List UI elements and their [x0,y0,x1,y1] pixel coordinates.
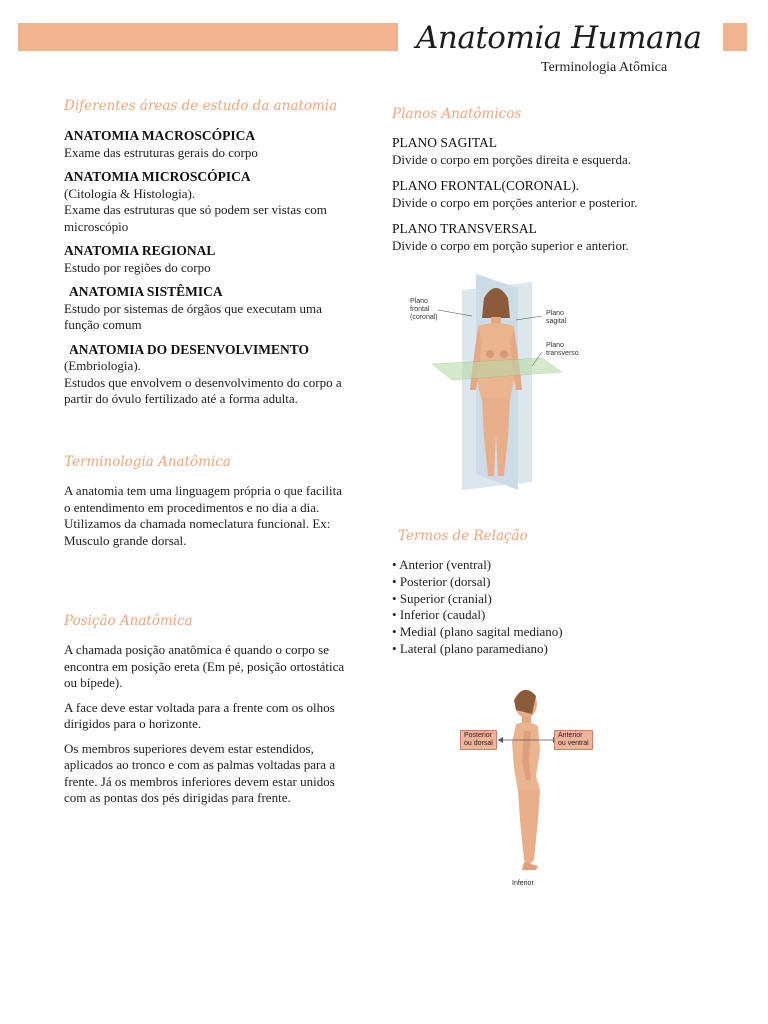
text-line: aplicados ao tronco e com as palmas voltadas para a [64,757,336,772]
area-block-regional [64,243,374,276]
planos-list [392,135,692,254]
label-line: transverso [546,350,579,357]
area-block-microscopica [64,169,374,235]
terminologia-text [64,483,374,549]
area-block-desenvolvimento [64,342,374,408]
planes-illustration [392,262,592,492]
transverse-plane-shape [432,358,562,380]
list-item: • Medial (plano sagital mediano) [392,624,692,641]
plano-text: Divide o corpo em porções anterior e posterior. [392,194,638,210]
label-line: Anterior [558,732,583,739]
section-heading-areas: Diferentes áreas de estudo da anatomia [64,98,338,114]
area-title: ANATOMIA DO DESENVOLVIMENTO [69,341,310,357]
tag-anterior-ventral [554,730,593,750]
area-line: Estudos que envolvem o desenvolvimento do corpo a [64,374,342,390]
area-line: partir do óvulo fertilizado até a forma adulta. [64,391,298,406]
plano-block-transversal [392,221,692,254]
plano-block-frontal [392,178,692,211]
text-line: Musculo grande dorsal. [64,532,187,548]
label-plano-sagital [546,310,566,326]
list-item: • Inferior (caudal) [392,607,692,624]
list-item: • Posterior (dorsal) [392,574,692,591]
area-title: ANATOMIA MICROSCÓPICA [64,169,251,184]
area-title: ANATOMIA MACROSCÓPICA [64,128,256,143]
anatomical-planes-figure [392,262,592,492]
label-plano-transverso [546,342,579,358]
text-line: Utilizamos da chamada nomeclatura funcional. Ex: [64,516,331,531]
area-block-sistemica [64,284,374,334]
area-line: (Embriologia). [64,358,141,373]
area-line: microscópio [64,218,129,234]
relation-illustration [436,680,606,890]
area-block-macroscopica [64,128,374,161]
page-title: Anatomia Humana [416,20,702,56]
label-line: ou dorsal [464,740,493,747]
section-heading-terminologia: Terminologia Anatômica [64,454,231,470]
plano-block-sagital [392,135,692,168]
paragraph [64,700,379,733]
label-line: Plano [410,298,428,305]
text-line: A face deve estar voltada para a frente com os olhos [64,699,335,715]
label-line: frontal [410,306,430,313]
label-line: Plano [546,310,564,317]
list-item: • Lateral (plano paramediano) [392,641,692,658]
area-line: Exame das estruturas gerais do corpo [64,144,258,160]
label-line: Plano [546,342,564,349]
plano-title: PLANO FRONTAL(CORONAL). [392,178,580,193]
section-heading-relacao: Termos de Relação [398,528,528,544]
header-accent-band-left [18,23,398,51]
list-item: • Anterior (ventral) [392,557,692,574]
text-line: com as pontas dos pés dirigidas para frente. [64,790,291,805]
text-line: Os membros superiores devem estar estendidos, [64,740,314,756]
header-accent-band-right [723,23,747,51]
tag-posterior-dorsal [460,730,497,750]
label-line: sagital [546,318,567,325]
area-title: ANATOMIA SISTÊMICA [69,284,223,299]
area-line: Estudo por regiões do corpo [64,259,211,275]
page-subtitle: Terminologia Atômica [541,60,668,75]
area-line: Estudo por sistemas de órgãos que executam uma [64,300,322,316]
plano-title: PLANO SAGITAL [392,135,498,150]
label-inferior: Inferior [512,880,534,887]
relation-terms-figure [436,680,606,890]
plano-title: PLANO TRANSVERSAL [392,221,537,236]
posicao-text [64,642,379,807]
area-line: função comum [64,317,142,332]
area-line: (Citologia & Histologia). [64,185,196,201]
label-line: (coronal) [410,314,438,321]
text-line: encontra em posição ereta (Em pé, posição ortostática [64,658,345,674]
text-line: ou bípede). [64,675,123,690]
text-line: o entendimento em procedimentos e no dia a dia. [64,499,320,515]
areas-list [64,128,374,408]
paragraph [64,642,379,692]
area-line: Exame das estruturas que só podem ser vistas com [64,202,327,217]
relacao-list [392,557,692,658]
list-item: • Superior (cranial) [392,591,692,608]
area-title: ANATOMIA REGIONAL [64,243,216,258]
plano-text: Divide o corpo em porções direita e esquerda. [392,151,631,167]
text-line: frente. Já os membros inferiores devem estar unidos [64,773,335,789]
label-plano-frontal [410,298,438,322]
label-line: ou ventral [558,740,589,747]
plano-text: Divide o corpo em porção superior e anterior. [392,237,629,253]
section-heading-planos: Planos Anatômicos [392,106,522,122]
text-line: A chamada posição anatômica é quando o corpo se [64,642,329,657]
text-line: A anatomia tem uma linguagem própria o que facilita [64,483,342,498]
paragraph [64,741,379,807]
body-silhouette-side [512,690,540,870]
label-line: Posterior [464,732,493,739]
text-line: dirigidos para o horizonte. [64,716,202,731]
section-heading-posicao: Posição Anatômica [64,613,193,629]
